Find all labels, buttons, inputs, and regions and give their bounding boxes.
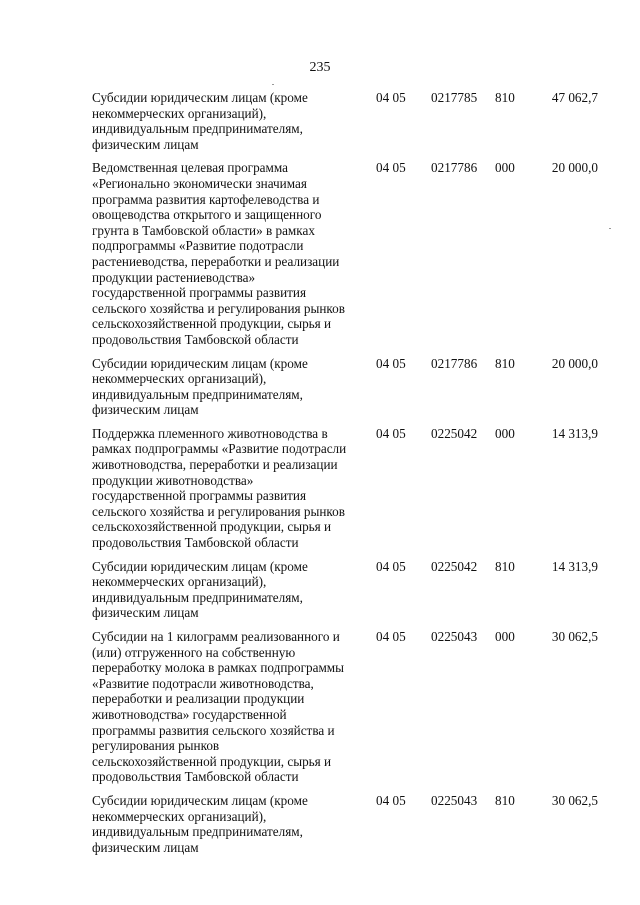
table-row xyxy=(92,426,604,551)
row-section-code: 04 05 xyxy=(376,425,406,441)
row-amount: 30 062,5 xyxy=(551,629,598,644)
row-amount: 14 313,9 xyxy=(551,558,598,574)
row-section-code: 04 05 xyxy=(376,90,406,105)
row-expense-type: 810 xyxy=(495,792,515,808)
row-amount: 47 062,7 xyxy=(551,90,598,105)
table-row xyxy=(92,356,604,418)
scan-mark xyxy=(272,84,274,85)
row-description: Поддержка племенного животноводства в рамках подпрограммы «Развитие подотрасли животноводства, переработки и реализации продукции животноводства» государственной программы развития сельского хозяйства и регулирования рынков сельскохозяйственной продукции, сырья и продовольствия Тамбовской области xyxy=(92,425,347,551)
row-section-code: 04 05 xyxy=(376,355,406,371)
row-target-article: 0225043 xyxy=(431,629,478,644)
row-amount: 14 313,9 xyxy=(551,425,598,441)
row-section-code: 04 05 xyxy=(376,160,406,176)
page-number: 235 xyxy=(309,60,331,75)
row-expense-type: 000 xyxy=(495,160,515,176)
table-row xyxy=(92,90,604,152)
row-amount: 30 062,5 xyxy=(551,792,598,808)
budget-table xyxy=(92,90,604,863)
row-description: Ведомственная целевая программа «Регионально экономически значимая программа развития картофелеводства и овощеводства открытого и защищенного грунта в Тамбовской области» в рамках подпрограммы «Развитие подотрасли растениеводства, переработки и реализации продукции растениеводства» государственной программы развития сельского хозяйства и регулирования рынков сельскохозяйственной продукции, сырья и продовольствия Тамбовской области xyxy=(92,160,345,347)
row-expense-type: 000 xyxy=(495,425,515,441)
table-row xyxy=(92,160,604,347)
table-row xyxy=(92,629,604,785)
row-amount: 20 000,0 xyxy=(551,160,598,176)
row-expense-type: 810 xyxy=(495,558,515,574)
row-description: Субсидии юридическим лицам (кроме некоммерческих организаций), индивидуальным предпринимателям, физическим лицам xyxy=(92,558,308,621)
row-section-code: 04 05 xyxy=(376,792,406,808)
row-target-article: 0225042 xyxy=(431,425,478,441)
row-target-article: 0217786 xyxy=(431,160,478,176)
row-expense-type: 000 xyxy=(495,629,515,644)
table-row xyxy=(92,793,604,855)
table-row xyxy=(92,559,604,621)
row-description: Субсидии юридическим лицам (кроме некоммерческих организаций), индивидуальным предпринимателям, физическим лицам xyxy=(92,90,308,152)
scan-mark xyxy=(609,228,611,229)
row-description: Субсидии юридическим лицам (кроме некоммерческих организаций), индивидуальным предпринимателям, физическим лицам xyxy=(92,792,308,855)
row-target-article: 0217785 xyxy=(431,90,478,105)
row-target-article: 0217786 xyxy=(431,355,478,371)
row-description: Субсидии юридическим лицам (кроме некоммерческих организаций), индивидуальным предпринимателям, физическим лицам xyxy=(92,355,308,418)
row-section-code: 04 05 xyxy=(376,629,406,644)
row-section-code: 04 05 xyxy=(376,558,406,574)
row-target-article: 0225042 xyxy=(431,558,478,574)
row-amount: 20 000,0 xyxy=(551,355,598,371)
row-description: Субсидии на 1 килограмм реализованного и (или) отгруженного на собственную переработку молока в рамках подпрограммы «Развитие подотрасли животноводства, переработки и реализации продукции животноводства» государственной программы развития сельского хозяйства и регулирования рынков сельскохозяйственной продукции, сырья и продовольствия Тамбовской области xyxy=(92,629,345,785)
row-expense-type: 810 xyxy=(495,355,515,371)
row-target-article: 0225043 xyxy=(431,792,478,808)
row-expense-type: 810 xyxy=(495,90,515,105)
